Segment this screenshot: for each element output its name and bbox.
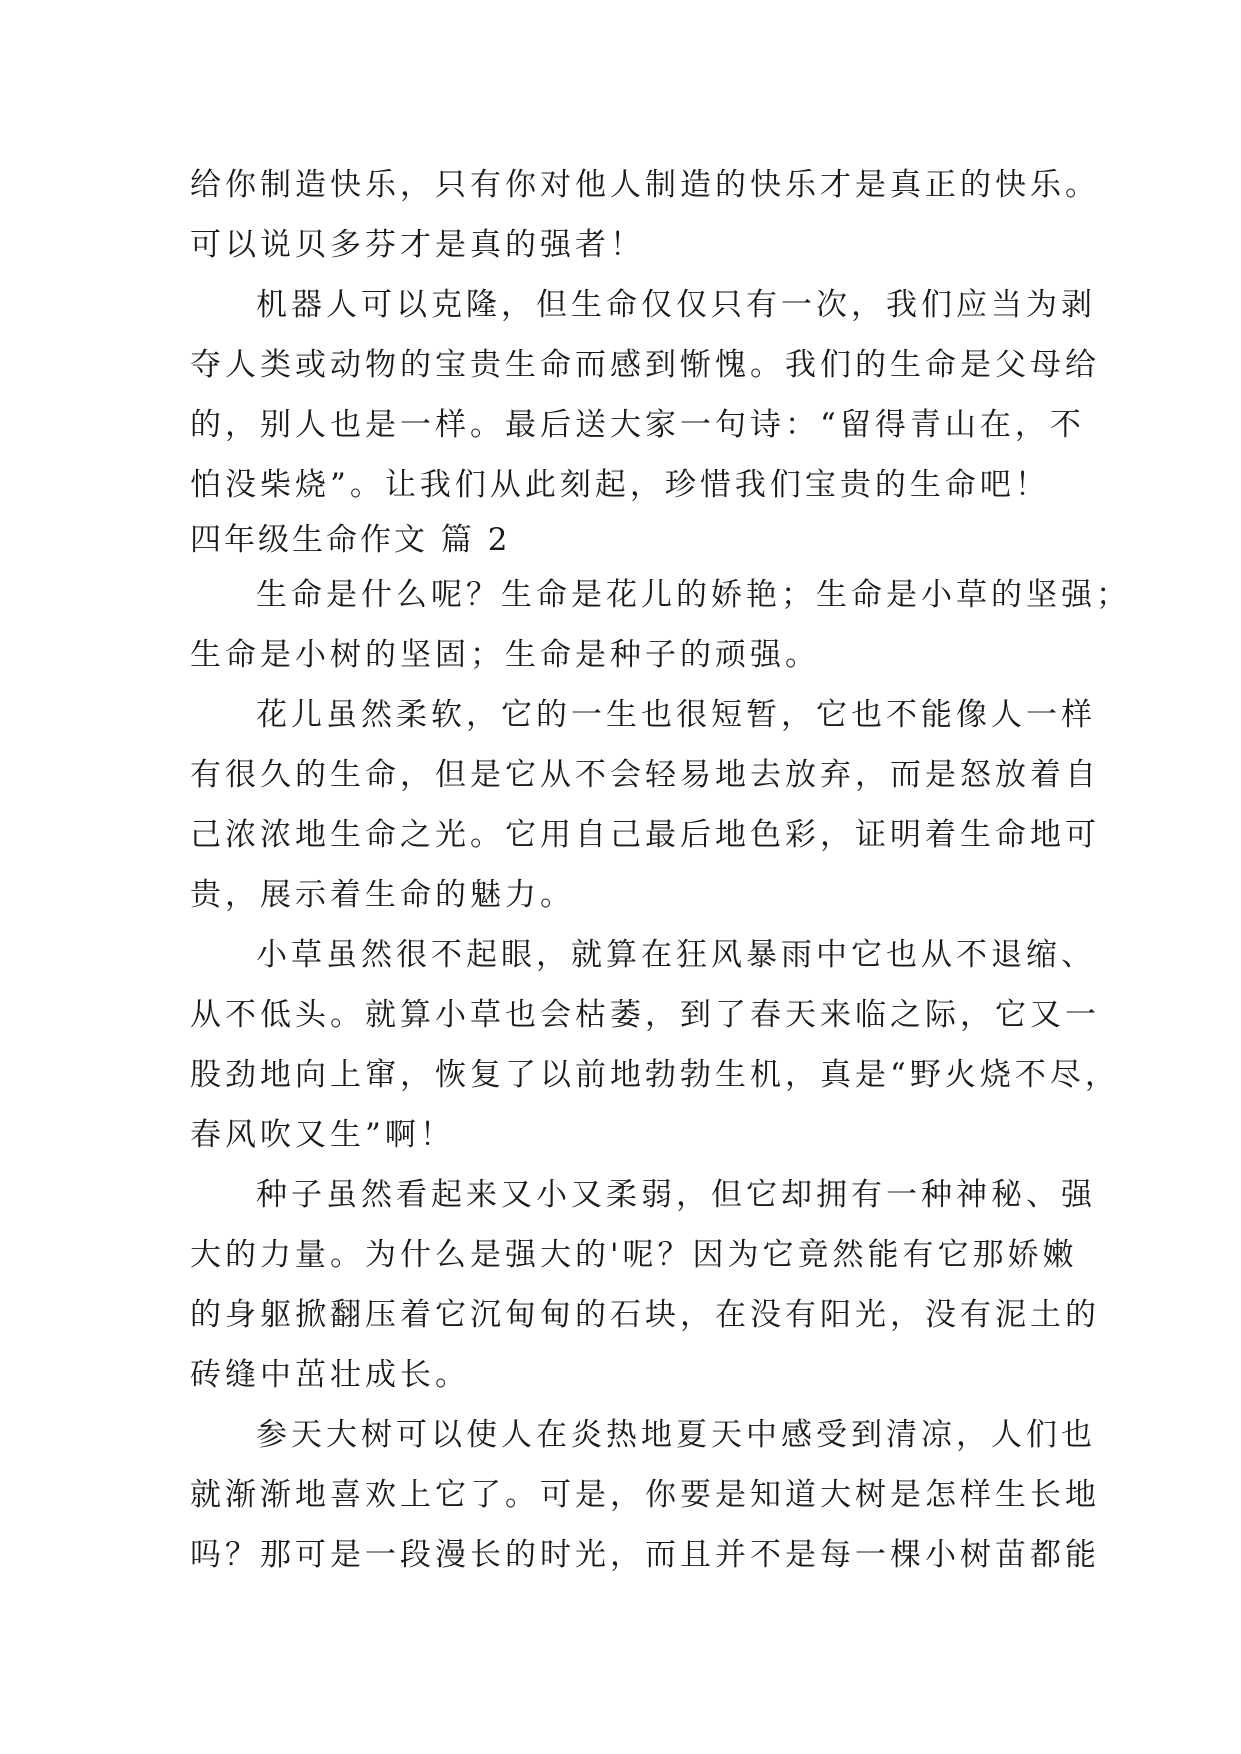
paragraph-line: 生命是小树的坚固；生命是种子的顽强。 — [190, 637, 820, 673]
paragraph-line: 机器人可以克隆，但生命仅仅只有一次，我们应当为剥 — [256, 287, 1096, 323]
paragraph-line: 砖缝中茁壮成长。 — [190, 1357, 470, 1393]
paragraph-line: 大的力量。为什么是强大的'呢？因为它竟然能有它那娇嫩 — [190, 1237, 1078, 1273]
paragraph-line: 可以说贝多芬才是真的强者！ — [190, 227, 645, 263]
essay-body — [190, 155, 1131, 1585]
paragraph-line: 春风吹又生”啊！ — [190, 1117, 455, 1153]
section-heading: 四年级生命作文 篇 2 — [190, 522, 511, 558]
paragraph-line: 的身躯掀翻压着它沉甸甸的石块，在没有阳光，没有泥土的 — [190, 1297, 1100, 1333]
paragraph-line: 股劲地向上窜，恢复了以前地勃勃生机，真是“野火烧不尽， — [190, 1057, 1120, 1093]
paragraph-line: 有很久的生命，但是它从不会轻易地去放弃，而是怒放着自 — [190, 757, 1100, 793]
paragraph-line: 己浓浓地生命之光。它用自己最后地色彩，证明着生命地可 — [190, 817, 1100, 853]
paragraph-line: 种子虽然看起来又小又柔弱，但它却拥有一种神秘、强 — [256, 1177, 1096, 1213]
paragraph-line: 生命是什么呢？生命是花儿的娇艳；生命是小草的坚强； — [256, 577, 1131, 613]
paragraph-line: 贵，展示着生命的魅力。 — [190, 877, 575, 913]
paragraph-line: 就渐渐地喜欢上它了。可是，你要是知道大树是怎样生长地 — [190, 1477, 1100, 1513]
paragraph-line: 花儿虽然柔软，它的一生也很短暂，它也不能像人一样 — [256, 697, 1096, 733]
paragraph-line: 夺人类或动物的宝贵生命而感到惭愧。我们的生命是父母给 — [190, 347, 1100, 383]
paragraph-line: 给你制造快乐，只有你对他人制造的快乐才是真正的快乐。 — [190, 167, 1100, 203]
paragraph-line: 从不低头。就算小草也会枯萎，到了春天来临之际，它又一 — [190, 997, 1100, 1033]
paragraph-line: 小草虽然很不起眼，就算在狂风暴雨中它也从不退缩、 — [256, 937, 1096, 973]
paragraph-line: 参天大树可以使人在炎热地夏天中感受到清凉，人们也 — [256, 1417, 1096, 1453]
paragraph-line: 吗？那可是一段漫长的时光，而且并不是每一棵小树苗都能 — [190, 1537, 1100, 1573]
paragraph-line: 的，别人也是一样。最后送大家一句诗：“留得青山在，不 — [190, 407, 1085, 443]
paragraph-line: 怕没柴烧”。让我们从此刻起，珍惜我们宝贵的生命吧！ — [190, 467, 1050, 503]
